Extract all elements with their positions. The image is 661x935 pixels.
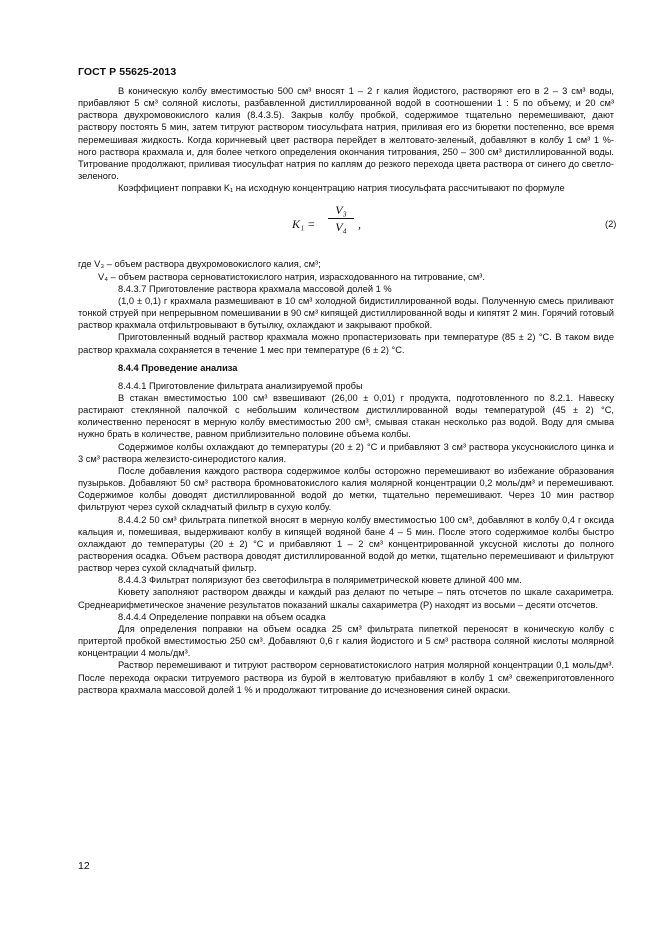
paragraph: После добавления каждого раствора содержимое колбы осторожно перемешивают во избежание образования пузырьков. Добавляют 50 см³ раствора бромноватокислого калия молярной концентрации 0,2 моль/дм³ и перемешивают. Содержимое колбы доводят дистиллированной водой до метки, тщательно перемешивают. Через 10 мин раствор фильтруют через сухой складчатый фильтр в сухую колбу. — [78, 465, 614, 513]
where-clause: где V₃ – объем раствора двухромовокислого калия, см³; — [78, 259, 321, 270]
formula-fraction — [328, 204, 354, 232]
paragraph: В коническую колбу вместимостью 500 см³ вносят 1 – 2 г калия йодистого, растворяют его в 2 – 3 см³ воды, прибавляют 5 см³ соляной кислоты, разбавленной дистиллированной водой в соотношении 1 : 5 по объему, и 20 см³ раствора двухромовокислого калия (8.4.3.5). Закрыв колбу пробкой, содержимое тщательно перемешивают, дают раствору постоять 5 мин, затем титруют раствором тиосульфата натрия, приливая его из бюретки постепенно, все время перемешивая жидкость. Когда коричневый цвет раствора перейдет в желтовато-зеленый, добавляют в колбу 1 см³ 1 %-ного раствора крахмала и, для более четкого определения окончания титрования, 250 – 300 см³ дистиллированной воды. Титрование продолжают, приливая тиосульфат натрия по каплям до резкого перехода цвета раствора от синего до светло-зеленого. — [78, 86, 614, 182]
paragraph: В стакан вместимостью 100 см³ взвешивают (26,00 ± 0,01) г продукта, подготовленного по 8.2.1. Навеску растирают стеклянной палочкой с небольшим количеством дистиллированной воды температурой (45 ± 2) °С, количественно переносят в мерную колбу вместимостью 200 см³, смывая стакан несколько раз водой. Воду для смыва нужно брать в количестве, равном приблизительно половине объема колбы. — [78, 392, 614, 440]
paragraph: Раствор перемешивают и титруют раствором серноватистокислого натрия молярной концентрации 0,1 моль/дм³. После перехода окраски титруемого раствора из бурой в желтоватую прибавляют в колбу 1 см³ свежеприготовленного раствора крахмала массовой долей 1 % и продолжают титрование до исчезновения синей окраски. — [78, 660, 614, 695]
formula-numerator: V₃ — [328, 204, 354, 218]
document-body — [78, 85, 617, 696]
paragraph: Коэффициент поправки K₁ на исходную концентрацию натрия тиосульфата рассчитывают по формуле — [118, 183, 565, 194]
paragraph: Приготовленный водный раствор крахмала можно пропастеризовать при температуре (85 ± 2) °С. В таком виде раствор крахмала сохраняется в течение 1 мес при температуре (6 ± 2) °С. — [78, 332, 614, 355]
subsection-title: 8.4.3.7 Приготовление раствора крахмала массовой долей 1 % — [118, 283, 392, 294]
subsection-title: 8.4.4.4 Определение поправки на объем осадка — [118, 611, 326, 622]
paragraph: Кювету заполняют раствором дважды и каждый раз делают по четыре – пять отсчетов по шкале сахариметра. Среднеарифметическое значение результатов показаний шкалы сахариметра (P) находят из восьми – десяти отсчетов. — [78, 587, 614, 610]
where-clause: V₄ – объем раствора серноватистокислого натрия, израсходованного на титрование, см³. — [98, 271, 485, 282]
document-header: ГОСТ Р 55625-2013 — [78, 66, 177, 78]
paragraph: (1,0 ± 0,1) г крахмала размешивают в 10 см³ холодной бидистиллированной воды. Полученную смесь приливают тонкой струей при непрерывном помешивании в 90 см³ кипящей дистиллированной воды и кипятят 2 мин. Горячий готовый раствор крахмала отфильтровывают в бутылку, охлаждают и закрывают пробкой. — [78, 295, 614, 331]
formula-2 — [78, 198, 617, 258]
page-number: 12 — [78, 860, 90, 872]
paragraph: 8.4.4.2 50 см³ фильтрата пипеткой вносят в мерную колбу вместимостью 100 см³, добавляют в колбу 0,4 г оксида кальция и, помешивая, выдерживают колбу в кипящей водяной бане 4 – 5 мин. После этого содержимое колбы быстро охлаждают до температуры (20 ± 2) °С и прибавляют 1 – 2 см³ концентрированной уксусной кислоты до полного растворения осадка. Объем раствора доводят дистиллированной водой до метки, тщательно перемешивают и фильтруют раствор через сухой складчатый фильтр. — [78, 514, 614, 574]
subsection-title: 8.4.4.1 Приготовление фильтрата анализируемой пробы — [118, 380, 363, 391]
formula-number: (2) — [605, 219, 617, 230]
paragraph: 8.4.4.3 Фильтрат поляризуют без светофильтра в поляриметрической кювете длиной 400 мм. — [118, 575, 522, 586]
formula-comma: , — [358, 217, 361, 232]
formula-lhs: K₁ = — [292, 217, 316, 232]
formula-denominator: V₄ — [335, 219, 347, 234]
paragraph: Для определения поправки на объем осадка 25 см³ фильтрата пипеткой переносят в коническую колбу с притертой пробкой вместимостью 250 см³. Добавляют 0,6 г калия йодистого и 5 см³ раствора соляной кислоты молярной концентрации 4 моль/дм³. — [78, 623, 614, 659]
paragraph: Содержимое колбы охлаждают до температуры (20 ± 2) °С и прибавляют 3 см³ раствора уксуснокислого цинка и 3 см³ раствора железисто-синеродистого калия. — [78, 441, 614, 464]
section-heading: 8.4.4 Проведение анализа — [118, 362, 238, 373]
